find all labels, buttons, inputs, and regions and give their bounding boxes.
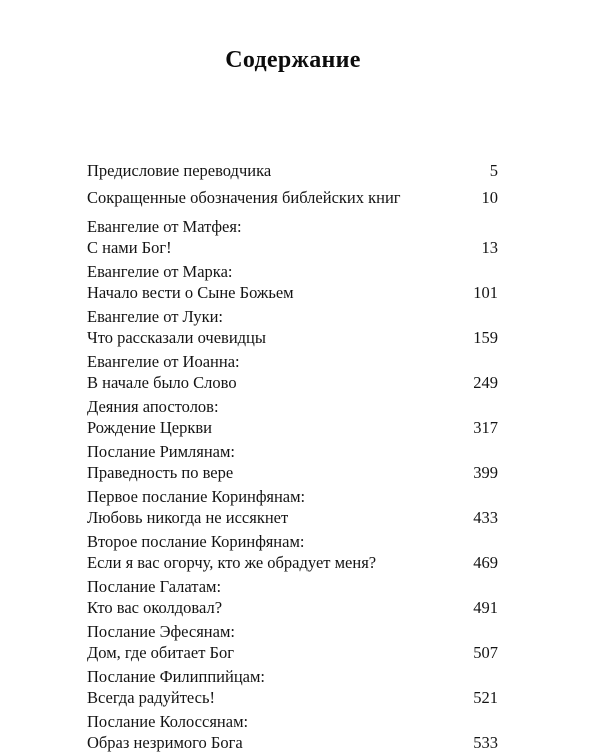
toc-entry-title: Второе послание Коринфянам:: [87, 532, 305, 551]
page-title: Содержание: [225, 47, 361, 73]
toc-entry-subtitle: Рождение Церкви: [87, 418, 212, 437]
toc-entry-title: Первое послание Коринфянам:: [87, 487, 306, 506]
toc-entry-title: Евангелие от Матфея:: [87, 217, 242, 236]
toc-entry: [87, 576, 501, 618]
toc-entry-title: Послание Галатам:: [87, 577, 222, 596]
toc-page-number: 491: [473, 598, 498, 617]
toc-entry-title: Предисловие переводчика: [87, 161, 272, 180]
toc-entry-subtitle: Начало вести о Сыне Божьем: [87, 283, 294, 302]
toc-entry-title: Евангелие от Луки:: [87, 307, 224, 326]
toc-entry: [87, 711, 501, 753]
toc-entry-subtitle: Всегда радуйтесь!: [87, 688, 215, 707]
toc-entry: [87, 531, 501, 573]
toc-entry-title: Послание Колоссянам:: [87, 712, 249, 731]
toc-page-number: 317: [473, 418, 498, 437]
toc-entry: [87, 666, 501, 708]
toc-entry-subtitle: Образ незримого Бога: [87, 733, 243, 752]
toc-page-number: 469: [473, 553, 498, 572]
table-of-contents: [87, 160, 501, 755]
toc-entry: [87, 486, 501, 528]
toc-entry: [87, 441, 501, 483]
toc-page-number: 13: [481, 238, 498, 257]
toc-entry: [87, 621, 501, 663]
toc-entry-subtitle: Праведность по вере: [87, 463, 234, 482]
toc-page-number: 433: [473, 508, 498, 527]
toc-entry-subtitle: Если я вас огорчу, кто же обрадует меня?: [87, 553, 377, 572]
toc-entry: [87, 396, 501, 438]
toc-entry: [87, 261, 501, 303]
toc-entry-title: Послание Эфесянам:: [87, 622, 235, 641]
toc-entry-subtitle: Что рассказали очевидцы: [87, 328, 266, 347]
toc-entry-subtitle: Дом, где обитает Бог: [87, 643, 235, 662]
toc-entry: [87, 160, 501, 181]
toc-entry-title: Послание Филиппийцам:: [87, 667, 265, 686]
toc-page-number: 521: [473, 688, 498, 707]
toc-entry-title: Евангелие от Марка:: [87, 262, 233, 281]
toc-entry-title: Сокращенные обозначения библейских книг: [87, 188, 401, 207]
toc-entry: [87, 187, 501, 208]
toc-page-number: 249: [473, 373, 498, 392]
toc-entry-subtitle: Кто вас околдовал?: [87, 598, 223, 617]
toc-entry: [87, 306, 501, 348]
toc-entry-subtitle: С нами Бог!: [87, 238, 172, 257]
toc-entry-subtitle: В начале было Слово: [87, 373, 237, 392]
toc-entry-title: Деяния апостолов:: [87, 397, 219, 416]
toc-entry: [87, 351, 501, 393]
toc-page-number: 533: [473, 733, 498, 752]
toc-entry-title: Послание Римлянам:: [87, 442, 236, 461]
toc-entry-subtitle: Любовь никогда не иссякнет: [87, 508, 289, 527]
toc-page-number: 5: [489, 161, 498, 180]
toc-page-number: 101: [473, 283, 498, 302]
toc-page-number: 10: [481, 188, 498, 207]
toc-page-number: 399: [473, 463, 498, 482]
toc-page-number: 507: [473, 643, 498, 662]
toc-entry-title: Евангелие от Иоанна:: [87, 352, 240, 371]
toc-page-number: 159: [473, 328, 498, 347]
toc-entry: [87, 216, 501, 258]
